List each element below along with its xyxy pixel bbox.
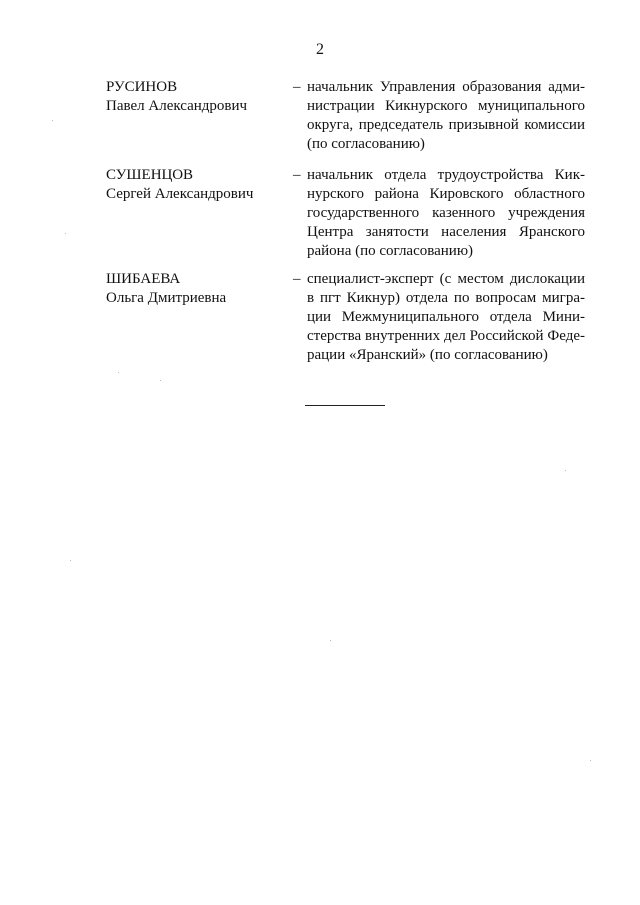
member-description <box>307 166 585 261</box>
description-line: государственного казенного учреждения <box>307 205 585 221</box>
scan-speck <box>52 120 53 121</box>
description-line: рации «Яранский» (по согласованию) <box>307 347 548 363</box>
description-line: нистрации Кикнурского муниципального <box>307 98 585 114</box>
dash-separator: – <box>293 271 301 287</box>
scan-speck <box>118 372 119 373</box>
scan-speck <box>70 560 71 561</box>
closing-divider-line <box>305 405 385 406</box>
member-description <box>307 78 585 154</box>
scan-speck <box>330 640 331 641</box>
page-number: 2 <box>316 41 324 58</box>
description-line: нурского района Кировского областного <box>307 186 585 202</box>
description-line: (по согласованию) <box>307 136 425 152</box>
description-line: в пгт Кикнур) отдела по вопросам мигра- <box>307 290 585 306</box>
member-description <box>307 270 585 365</box>
dash-separator: – <box>293 167 301 183</box>
member-given-names: Ольга Дмитриевна <box>106 290 227 306</box>
member-given-names: Павел Александрович <box>106 98 248 114</box>
description-line: ции Межмуниципального отдела Мини- <box>307 309 585 325</box>
description-line: начальник отдела трудоустройства Кик- <box>307 167 585 183</box>
scan-speck <box>565 470 566 471</box>
member-name <box>106 270 276 308</box>
description-line: специалист-эксперт (с местом дислокации <box>307 271 585 287</box>
description-line: округа, председатель призывной комиссии <box>307 117 585 133</box>
member-name <box>106 78 276 116</box>
member-surname: ШИБАЕВА <box>106 271 181 287</box>
description-line: начальник Управления образования адми- <box>307 79 585 95</box>
member-surname: СУШЕНЦОВ <box>106 167 194 183</box>
dash-separator: – <box>293 79 301 95</box>
member-given-names: Сергей Александрович <box>106 186 254 202</box>
scan-speck <box>65 233 66 234</box>
member-surname: РУСИНОВ <box>106 79 178 95</box>
scan-speck <box>590 760 591 761</box>
scan-speck <box>160 380 161 381</box>
description-line: стерства внутренних дел Российской Феде- <box>307 328 585 344</box>
description-line: Центра занятости населения Яранского <box>307 224 585 240</box>
description-line: района (по согласованию) <box>307 243 474 259</box>
member-name <box>106 166 276 204</box>
